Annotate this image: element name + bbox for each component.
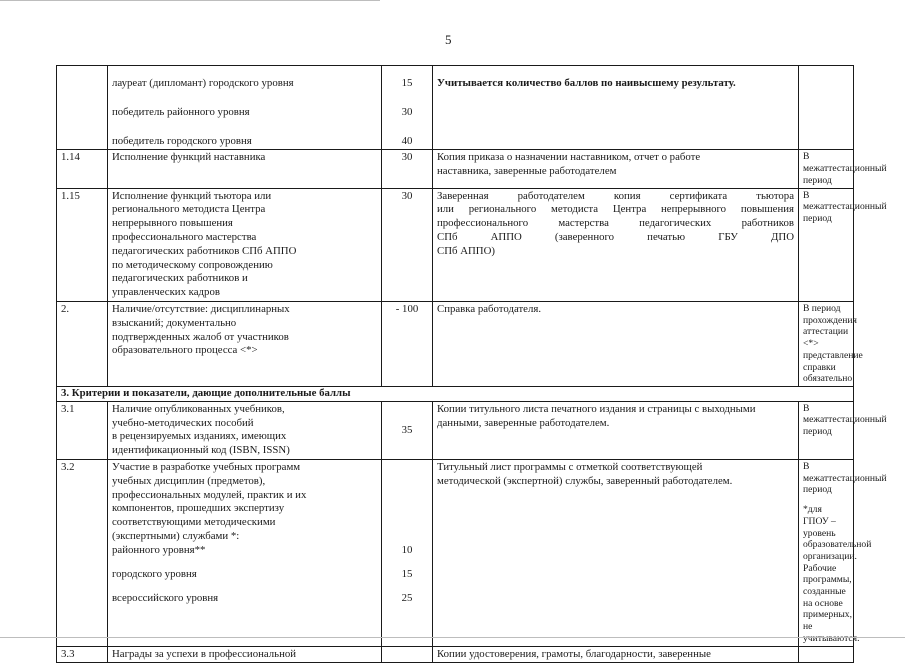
note-line: организации. [803,550,857,562]
note-cell [799,66,854,150]
note-cell [799,646,854,663]
criterion-cell [108,460,382,647]
note-cell [799,150,887,188]
criterion-line: в рецензируемых изданиях, имеющих [112,430,287,443]
note-line: созданные на основе [803,586,846,609]
document-line: СПб АППО) [437,244,495,257]
note-line: Рабочие программы, [803,562,852,586]
criterion-line: учебных дисциплин (предметов), [112,474,266,487]
criterion-cell [108,66,382,150]
document-cell [433,150,799,188]
points-cell: - 100 [382,302,433,387]
note-line: В [803,402,810,414]
table-row [57,188,854,302]
criterion-line: победитель районного уровня [112,105,250,118]
note-line: прохождения [803,314,857,326]
points-cell: 30 [382,188,433,302]
note-line: период [803,426,832,438]
criterion-line: компонентов, прошедших экспертизу [112,502,285,515]
level-line: всероссийского уровня [112,591,219,604]
criterion-cell [108,188,382,302]
points-value: 40 [401,134,413,147]
row-number: 3.3 [57,646,108,663]
note-cell [799,460,887,647]
criterion-line: Наличие опубликованных учебников, [112,402,285,415]
points-cell: 30 [382,150,433,188]
note-line: не учитываются. [803,621,860,644]
note-line: В [803,461,810,473]
criterion-line: Исполнение функций тьютора или [112,189,272,202]
document-line: данными, заверенные работодателем. [437,416,610,429]
row-number [57,66,108,150]
criterion-line: регионального методиста Центра [112,203,266,216]
points-cell [382,66,433,150]
document-cell [433,401,799,459]
criterion-line: Участие в разработке учебных программ [112,461,301,474]
bottom-rule [0,637,905,638]
level-line: районного уровня** [112,543,206,556]
points-cell [382,646,433,663]
criterion-cell: Исполнение функций наставника [108,150,382,188]
document-cell: Копии удостоверения, грамоты, благодарности, заверенные [433,646,799,663]
document-line: Заверенная работодателем копия сертификата тьютора [437,189,794,202]
note-line: В [803,151,810,163]
criterion-line: победитель городского уровня [112,134,252,147]
document-text: Учитывается количество баллов по наивысшему результату. [437,77,736,89]
criterion-line: учебно-методических пособий [112,416,254,429]
note-line: межаттестационный [803,414,887,426]
document-line: Копия приказа о назначении наставником, отчет о работе [437,151,701,164]
criterion-line: лауреат (дипломант) городского уровня [112,77,294,89]
criterion-line: профессиональных модулей, практик и их [112,488,307,501]
criterion-line: подтвержденных жалоб от участников [112,330,289,343]
note-line: *для ГПОУ – [803,504,836,527]
row-number: 3.1 [57,401,108,459]
note-line: В период [803,303,841,315]
top-rule [0,0,380,1]
document-cell [433,66,799,150]
criterion-line: педагогических работников СПб АППО [112,244,297,257]
criterion-line: по методическому сопровождению [112,258,273,271]
table-row [57,401,854,459]
points-value: 15 [401,77,413,89]
note-line: справки обязательно [803,361,853,385]
row-number: 1.14 [57,150,108,188]
criterion-line: профессионального мастерства [112,230,257,243]
note-cell [799,188,887,302]
note-line: период [803,484,832,496]
note-line: аттестации [803,326,849,338]
document-cell [433,188,799,302]
criterion-line: педагогических работников и [112,272,248,285]
row-number: 3.2 [57,460,108,647]
page-number: 5 [445,32,452,47]
document-cell: Справка работодателя. [433,302,799,387]
criterion-line: (экспертными) службами *: [112,530,240,543]
document-line: Копии титульного листа печатного издания и страницы с выходными [437,402,756,415]
note-cell [799,401,887,459]
table-row [57,646,854,663]
points-cell: 35 [382,401,433,459]
points-value: 30 [401,105,413,118]
criterion-line: непрерывного повышения [112,217,233,230]
criterion-cell [108,401,382,459]
table-row [57,150,854,188]
table-row [57,460,854,647]
criterion-line: взысканий; документально [112,316,237,329]
points-value: 15 [401,567,413,580]
note-line: межаттестационный [803,201,887,213]
criterion-line: Наличие/отсутствие: дисциплинарных [112,303,290,316]
document-line: методической (экспертной) службы, заверенный работодателем. [437,474,733,487]
points-cell [382,460,433,647]
document-cell [433,460,799,647]
section-title: 3. Критерии и показатели, дающие дополнительные баллы [57,386,854,401]
level-line: городского уровня [112,567,197,580]
note-line: образовательной [803,539,872,551]
note-line: уровень [803,527,836,539]
note-line: межаттестационный [803,472,887,484]
criterion-line: образовательного процесса <*> [112,344,258,357]
criterion-cell: Награды за успехи в профессиональной [108,646,382,663]
criterion-line: соответствующими методическими [112,516,276,529]
criteria-table [56,65,887,663]
document-line: или регионального методиста Центра непрерывного повышения [437,203,794,216]
section-header-row [57,386,854,401]
criterion-line: управленческих кадров [112,286,220,299]
table-row [57,302,854,387]
points-value: 25 [401,591,413,604]
criterion-cell [108,302,382,387]
document-line: наставника, заверенные работодателем [437,165,617,178]
points-value: 10 [401,544,413,557]
document-line: Титульный лист программы с отметкой соответствующей [437,461,703,474]
note-line: примерных, [803,609,852,621]
note-cell [799,302,863,387]
document-line: профессионального мастерства педагогических работников [437,217,794,230]
note-line: период [803,174,832,186]
criterion-line: идентификационный код (ISBN, ISSN) [112,444,290,457]
document-line: СПб АППО (заверенного печатью ГБУ ДПО [437,230,794,243]
note-line: <*> представление [803,338,863,361]
row-number: 2. [57,302,108,387]
note-line: межаттестационный [803,163,887,175]
note-line: В [803,189,810,201]
table-row [57,66,854,150]
row-number: 1.15 [57,188,108,302]
note-line: период [803,212,832,224]
